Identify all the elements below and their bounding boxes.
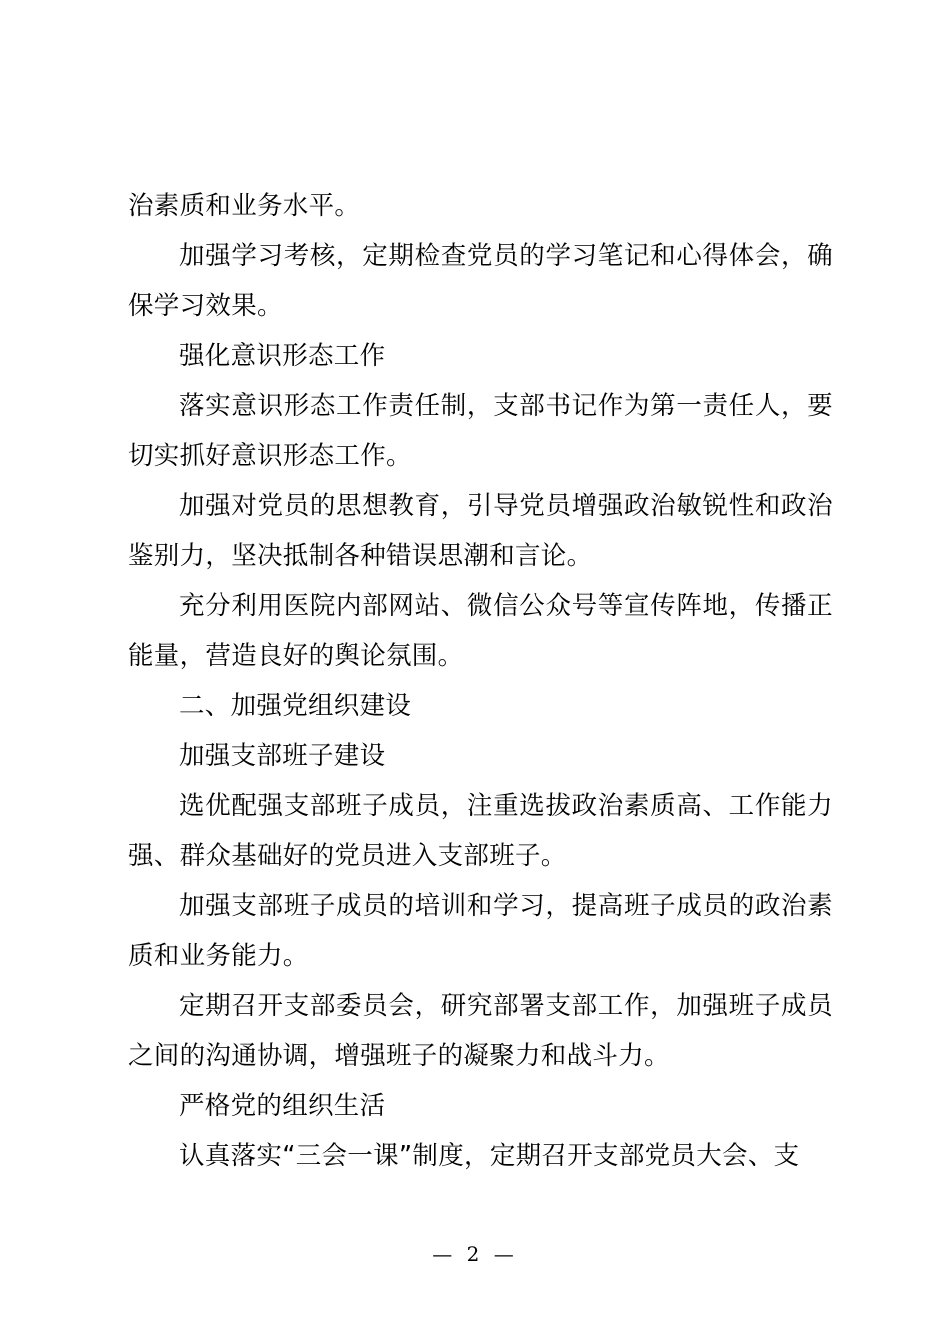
section-heading: 严格党的组织生活 xyxy=(179,1091,386,1121)
section-heading: 加强支部班子建设 xyxy=(179,741,386,771)
section-heading: 强化意识形态工作 xyxy=(179,341,386,371)
paragraph: 选优配强支部班子成员，注重选拔政治素质高、工作能力强、群众基础好的党员进入支部班子。 xyxy=(128,791,833,871)
paragraph: 加强对党员的思想教育，引导党员增强政治敏锐性和政治鉴别力，坚决抵制各种错误思潮和言论。 xyxy=(128,491,833,571)
paragraph: 加强支部班子成员的培训和学习，提高班子成员的政治素质和业务能力。 xyxy=(128,891,833,971)
paragraph: 定期召开支部委员会，研究部署支部工作，加强班子成员之间的沟通协调，增强班子的凝聚力和战斗力。 xyxy=(128,991,833,1071)
paragraph: 认真落实“三会一课”制度，定期召开支部党员大会、支 xyxy=(179,1141,800,1171)
section-heading: 二、加强党组织建设 xyxy=(179,691,412,721)
paragraph: 加强学习考核，定期检查党员的学习笔记和心得体会，确保学习效果。 xyxy=(128,241,833,321)
document-body xyxy=(128,181,833,1181)
paragraph: 充分利用医院内部网站、微信公众号等宣传阵地，传播正能量，营造良好的舆论氛围。 xyxy=(128,591,833,671)
page-number: — 2 — xyxy=(432,1242,518,1266)
paragraph: 落实意识形态工作责任制，支部书记作为第一责任人，要切实抓好意识形态工作。 xyxy=(128,391,833,471)
paragraph: 治素质和业务水平。 xyxy=(128,191,361,221)
